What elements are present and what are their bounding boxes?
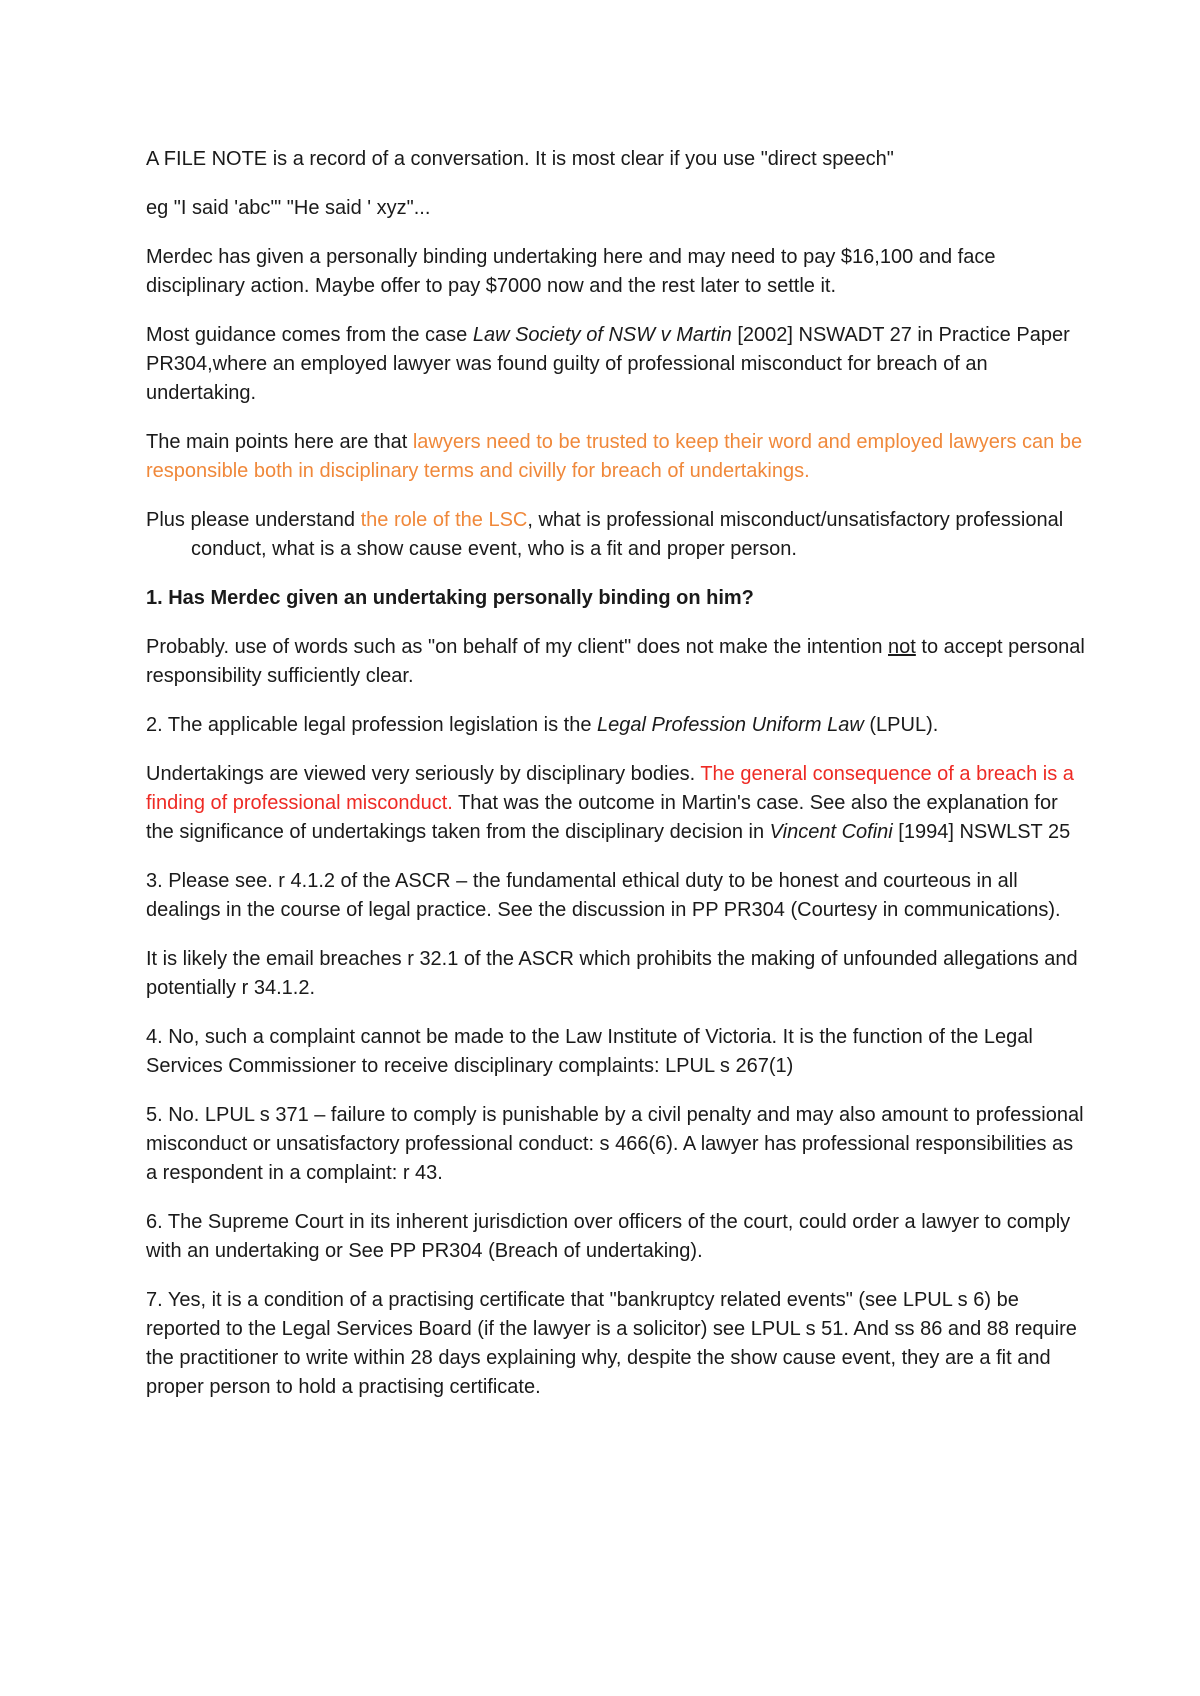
understand-pre: Plus please understand	[146, 509, 361, 531]
file-note-definition: A FILE NOTE is a record of a conversation. It is most clear if you use "direct speech"	[146, 148, 894, 170]
question-1-heading: 1. Has Merdec given an undertaking personally binding on him?	[146, 587, 754, 609]
answer-4: 4. No, such a complaint cannot be made to the Law Institute of Victoria. It is the function of the Legal Services Commissioner to receive disciplinary complaints: LPUL s 267(1)	[146, 1026, 1033, 1077]
case-citation-martin: Law Society of NSW v Martin	[472, 324, 732, 346]
underlined-not: not	[888, 636, 916, 658]
answer-2-pre: 2. The applicable legal profession legislation is the	[146, 714, 598, 736]
understand-paragraph	[146, 506, 1086, 564]
document-body	[146, 145, 1086, 1422]
merdec-summary: Merdec has given a personally binding undertaking here and may need to pay $16,100 and face disciplinary action. Maybe offer to pay $7000 now and the rest later to settle it.	[146, 246, 996, 297]
act-name: Legal Profession Uniform Law	[597, 714, 864, 736]
undertakings-pre: Undertakings are viewed very seriously by disciplinary bodies.	[146, 763, 701, 785]
main-points-highlight: lawyers need to be trusted to keep their word and employed lawyers can be responsible both in disciplinary terms and civilly for breach of undertakings.	[146, 431, 1083, 482]
guidance-text-post: [2002] NSWADT 27 in Practice Paper PR304,where an employed lawyer was found guilty of professional misconduct for breach of an undertaking.	[146, 324, 1070, 404]
misconduct-highlight: The general consequence of a breach is a finding of professional misconduct.	[146, 763, 1074, 814]
undertakings-post: [1994] NSWLST 25	[892, 821, 1071, 843]
answer-2-undertakings	[146, 760, 1086, 847]
understand-post: , what is professional misconduct/unsatisfactory professional conduct, what is a show cause event, who is a fit and proper person.	[191, 509, 1064, 560]
answer-1-pre: Probably. use of words such as "on behalf of my client" does not make the intention	[146, 636, 889, 658]
undertakings-mid: That was the outcome in Martin's case. See also the explanation for the significance of undertakings taken from the disciplinary decision in	[146, 792, 1058, 843]
guidance-paragraph	[146, 321, 1086, 408]
answer-2	[146, 711, 1086, 740]
guidance-text-pre: Most guidance comes from the case	[146, 324, 473, 346]
answer-3-email: It is likely the email breaches r 32.1 of the ASCR which prohibits the making of unfounded allegations and potentially r 34.1.2.	[146, 948, 1078, 999]
answer-5: 5. No. LPUL s 371 – failure to comply is punishable by a civil penalty and may also amount to professional misconduct or unsatisfactory professional conduct: s 466(6). A lawyer has professional responsibilities as a respondent in a complaint: r 43.	[146, 1104, 1084, 1184]
lsc-role-highlight: the role of the LSC	[360, 509, 528, 531]
question-1-answer	[146, 633, 1086, 691]
main-points-paragraph	[146, 428, 1086, 486]
direct-speech-example: eg "I said 'abc'" "He said ' xyz"...	[146, 197, 431, 219]
answer-2-post: (LPUL).	[863, 714, 939, 736]
case-citation-cofini: Vincent Cofini	[769, 821, 893, 843]
answer-1-post: to accept personal responsibility sufficiently clear.	[146, 636, 1085, 687]
answer-6: 6. The Supreme Court in its inherent jurisdiction over officers of the court, could order a lawyer to comply with an undertaking or See PP PR304 (Breach of undertaking).	[146, 1211, 1071, 1262]
main-points-pre: The main points here are that	[146, 431, 413, 453]
answer-3: 3. Please see. r 4.1.2 of the ASCR – the fundamental ethical duty to be honest and courteous in all dealings in the course of legal practice. See the discussion in PP PR304 (Courtesy in communications).	[146, 870, 1061, 921]
answer-7: 7. Yes, it is a condition of a practising certificate that "bankruptcy related events" (see LPUL s 6) be reported to the Legal Services Board (if the lawyer is a solicitor) see LPUL s 51. And ss 86 and 88 require the practitioner to write within 28 days explaining why, despite the show cause event, they are a fit and proper person to hold a practising certificate.	[146, 1289, 1077, 1398]
